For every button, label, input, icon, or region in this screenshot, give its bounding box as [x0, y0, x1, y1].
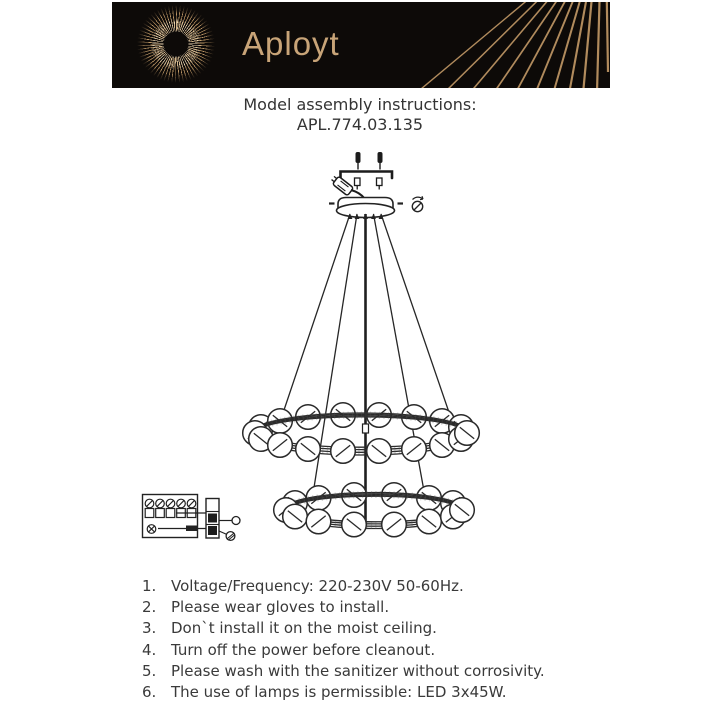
set-screw-icon [412, 196, 423, 212]
power-plug-icon [330, 174, 365, 198]
item-number: 1. [142, 577, 157, 595]
item-number: 4. [142, 640, 157, 659]
item-number: 6. [142, 683, 157, 702]
corner-rays-decoration [375, 2, 610, 88]
brand-name: Aployt [242, 25, 340, 62]
instruction-item-5 [142, 661, 612, 682]
terminal-block-diagram [143, 495, 241, 541]
item-text: Turn off the power before cleanout. [171, 640, 436, 659]
upper-ball-ring [243, 403, 480, 464]
instruction-list [142, 576, 612, 703]
mounting-screws [356, 152, 383, 170]
instruction-item-1 [142, 576, 612, 597]
item-text: Voltage/Frequency: 220-230V 50-60Hz. [171, 577, 464, 595]
item-number: 3. [142, 619, 157, 638]
item-text: Please wash with the sanitizer without corrosivity. [171, 661, 545, 680]
brand-banner [112, 2, 610, 88]
lower-ball-ring [274, 483, 475, 537]
item-text: Please wear gloves to install. [171, 598, 390, 617]
ceiling-canopy [329, 198, 403, 218]
suspension-cables [282, 214, 453, 494]
item-text: The use of lamps is permissible: LED 3x45W. [171, 683, 507, 702]
instruction-item-2 [142, 597, 612, 618]
item-number: 2. [142, 598, 157, 617]
instruction-item-4 [142, 640, 612, 661]
header [0, 95, 720, 135]
page-title: Model assembly instructions: [243, 95, 477, 114]
cable-anchors [348, 214, 384, 220]
instruction-item-3 [142, 618, 612, 639]
item-text: Don`t install it on the moist ceiling. [171, 619, 437, 638]
instruction-item-6 [142, 682, 612, 703]
bracket-clips [355, 178, 383, 190]
model-code: APL.774.03.135 [296, 115, 424, 134]
item-number: 5. [142, 661, 157, 680]
mounting-bracket [341, 172, 393, 179]
starburst-logo-icon [134, 2, 218, 86]
rod-clamp [363, 424, 369, 433]
